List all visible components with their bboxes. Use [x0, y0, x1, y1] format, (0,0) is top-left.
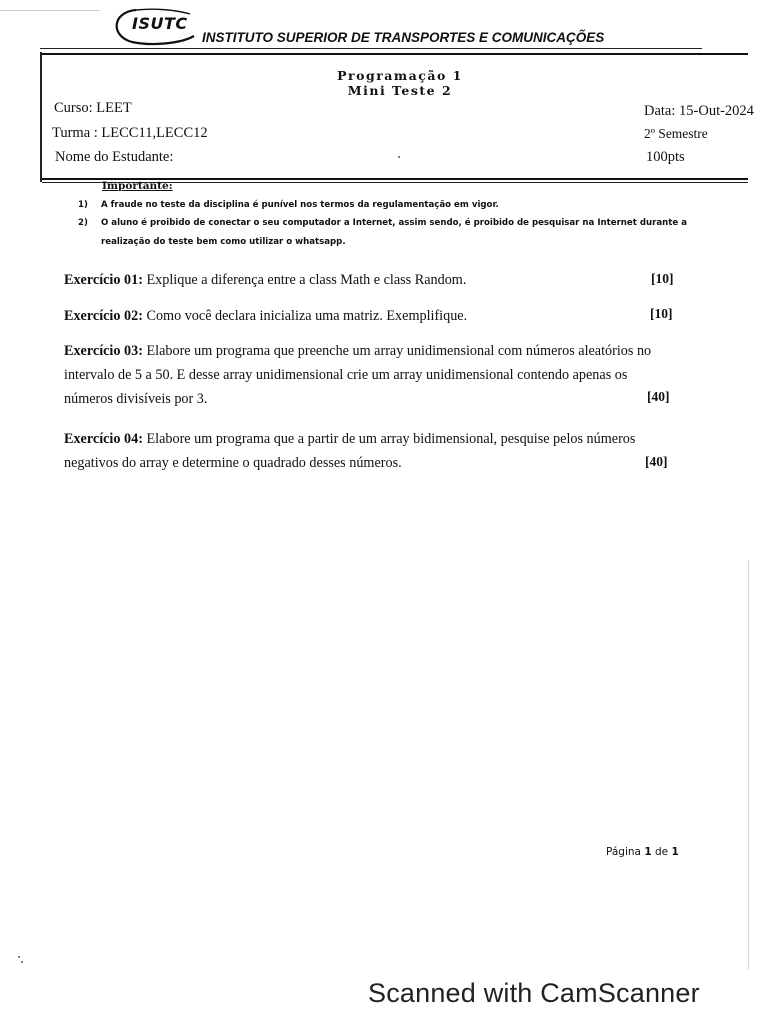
header-rule-top	[40, 48, 702, 49]
important-label: Importante:	[102, 180, 173, 192]
exam-title-block	[300, 68, 500, 98]
exercise-text: Elabore um programa que preenche um array unidimensional com números aleatórios no	[146, 343, 652, 359]
exercise-03	[64, 339, 704, 411]
stray-dot	[398, 156, 400, 158]
page-prefix: Página	[606, 846, 641, 858]
camscanner-watermark: Scanned with CamScanner	[368, 978, 700, 1008]
page-of: de	[654, 846, 669, 858]
rule-1-number: 1)	[78, 200, 88, 210]
exercise-02-points: [10]	[650, 306, 673, 321]
test-title: Mini Teste 2	[347, 83, 453, 98]
stray-mark	[18, 956, 20, 958]
isutc-logo	[106, 6, 198, 48]
exercise-label: Exercício 04:	[64, 431, 143, 447]
exercise-04	[64, 427, 704, 475]
exercise-01-points: [10]	[651, 271, 674, 286]
exercise-line	[64, 427, 704, 451]
exercise-03-points: [40]	[647, 389, 670, 404]
exercise-line	[64, 304, 704, 328]
exercise-01	[64, 268, 704, 292]
exercise-line: negativos do array e determine o quadrado desses números.	[64, 455, 402, 471]
scan-edge	[748, 560, 749, 970]
points-field: 100pts	[646, 149, 685, 165]
rule-2-text-line-1: O aluno é proibido de conectar o seu computador a Internet, assim sendo, é proibido de pesquisar na Internet durante a	[101, 218, 688, 228]
rule-1-text: A fraude no teste da disciplina é punível nos termos da regulamentação em vigor.	[101, 200, 499, 210]
rule-2-text-line-2: realização do teste bem como utilizar o whatsapp.	[101, 237, 346, 247]
page-current: 1	[644, 846, 652, 858]
date-field: Data: 15-Out-2024	[644, 103, 754, 119]
exercise-04-points: [40]	[645, 454, 668, 469]
exercise-02	[64, 304, 704, 328]
exercise-line: números divisíveis por 3.	[64, 391, 208, 407]
exercise-label: Exercício 03:	[64, 343, 143, 359]
exercise-text: Elabore um programa que a partir de um array bidimensional, pesquise pelos números	[146, 431, 636, 447]
course-field: Curso: LEET	[54, 100, 132, 116]
page-total: 1	[671, 846, 679, 858]
exercise-text: Como você declara inicializa uma matriz. Exemplifique.	[146, 308, 468, 324]
class-field: Turma : LECC11,LECC12	[52, 125, 208, 141]
stray-mark	[21, 961, 23, 963]
page-number	[606, 846, 679, 858]
student-name-field: Nome do Estudante:	[55, 149, 174, 165]
rule-2-number: 2)	[78, 218, 88, 228]
exercise-text: Explique a diferença entre a class Math e class Random.	[146, 272, 467, 288]
top-scan-line	[0, 10, 100, 11]
course-title: Programação 1	[337, 68, 463, 83]
exercise-line	[64, 268, 704, 292]
exercise-line	[64, 339, 704, 363]
exercise-label: Exercício 02:	[64, 308, 143, 324]
logo-text: ISUTC	[132, 14, 188, 33]
exercise-line: intervalo de 5 a 50. E desse array unidimensional crie um array unidimensional contendo apenas os	[64, 367, 628, 383]
semester-field: 2º Semestre	[644, 126, 708, 141]
institute-name: INSTITUTO SUPERIOR DE TRANSPORTES E COMUNICAÇÕES	[202, 30, 605, 45]
exercise-label: Exercício 01:	[64, 272, 143, 288]
